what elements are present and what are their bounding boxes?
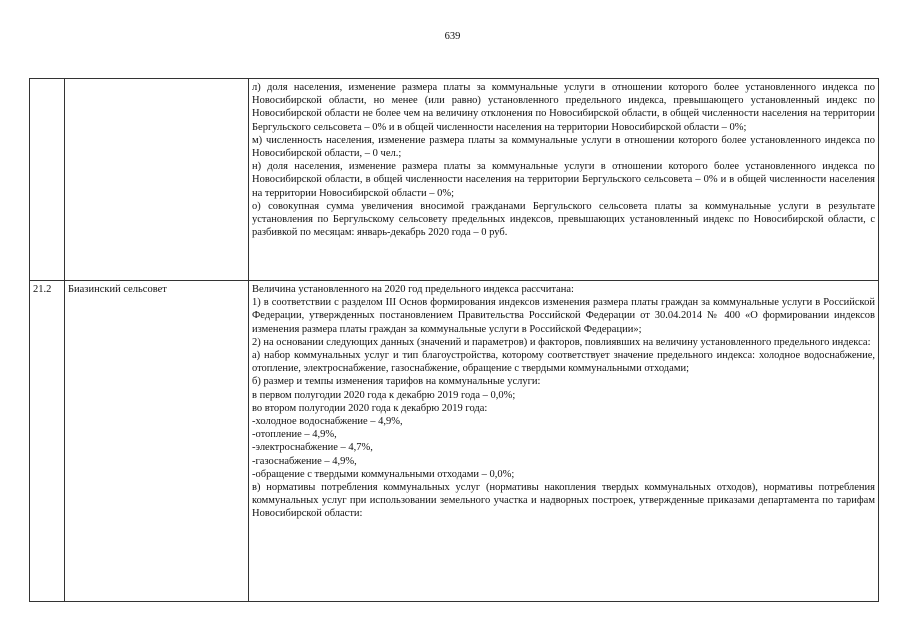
paragraph: а) набор коммунальных услуг и тип благоустройства, которому соответствует значение предельного индекса: холодное водоснабжение, отопление, электроснабжение, газоснабжение, обращение с твердыми коммунальными отходами; — [252, 350, 875, 375]
paragraph: 2) на основании следующих данных (значений и параметров) и факторов, повлиявших на величину установленного предельного индекса: — [252, 336, 871, 348]
table-row — [30, 79, 879, 281]
paragraph: в первом полугодии 2020 года к декабрю 2019 года – 0,0%; — [252, 389, 516, 401]
paragraph: о) совокупная сумма увеличения вносимой гражданами Бергульского сельсовета платы за коммунальные услуги в результате установления по Бергульскому сельсовету предельных индексов, превышающих установленный индекс по Новосибирской области, с разбивкой по месяцам: январь-декабрь 2020 года – 0 руб. — [252, 200, 875, 239]
municipality-name-cell — [65, 79, 249, 281]
page-number: 639 — [444, 31, 461, 42]
list-item: -обращение с твердыми коммунальными отходами – 0,0%; — [252, 468, 515, 480]
list-item: -газоснабжение – 4,9%, — [252, 455, 357, 467]
row-number-cell: 21.2 — [30, 281, 65, 602]
row-number-cell — [30, 79, 65, 281]
paragraph: в) нормативы потребления коммунальных услуг (нормативы накопления твердых коммунальных отходов), нормативы потребления коммунальных услуг при использовании земельного участка и надворных построек, утвержденные приказами департамента по тарифам Новосибирской области: — [252, 482, 875, 520]
paragraph: м) численность населения, изменение размера платы за коммунальные услуги в отношении которого более установленного индекса по Новосибирской области, – 0 чел.; — [252, 134, 875, 160]
paragraph: л) доля населения, изменение размера платы за коммунальные услуги в отношении которого более установленного индекса по Новосибирской области, но менее (или равно) установленного предельного индекса, превышающего установленный индекс по Новосибирской области не более чем на величину отклонения по Новосибирской области, в общей численности населения на территории Бергульского сельсовета – 0% и в общей численности населения на территории Новосибирской области – 0%; — [252, 82, 875, 133]
table-row — [30, 281, 879, 602]
paragraph: н) доля населения, изменение размера платы за коммунальные услуги в отношении которого более установленного индекса по Новосибирской области, в общей численности населения на территории Бергульского сельсовета – 0% и в общей численности населения на территории Новосибирской области – 0%; — [252, 161, 875, 199]
paragraph: 1) в соответствии с разделом III Основ формирования индексов изменения размера платы граждан за коммунальные услуги в Российской Федерации, утвержденных постановлением Правительства Российской Федерации от 30.04.2014 № 400 «О формировании индексов изменения размера платы граждан за коммунальные услуги в Российской Федерации»; — [252, 297, 875, 335]
paragraph: б) размер и темпы изменения тарифов на коммунальные услуги: — [252, 376, 541, 388]
list-item: -электроснабжение – 4,7%, — [252, 442, 373, 454]
description-cell — [249, 281, 879, 602]
document-table — [29, 78, 879, 602]
paragraph: Величина установленного на 2020 год предельного индекса рассчитана: — [252, 284, 574, 295]
paragraph: во втором полугодии 2020 года к декабрю 2019 года: — [252, 402, 488, 414]
list-item: -холодное водоснабжение – 4,9%, — [252, 416, 403, 428]
municipality-name-cell: Биазинский сельсовет — [65, 281, 249, 602]
description-cell — [249, 79, 879, 281]
list-item: -отопление – 4,9%, — [252, 429, 337, 441]
